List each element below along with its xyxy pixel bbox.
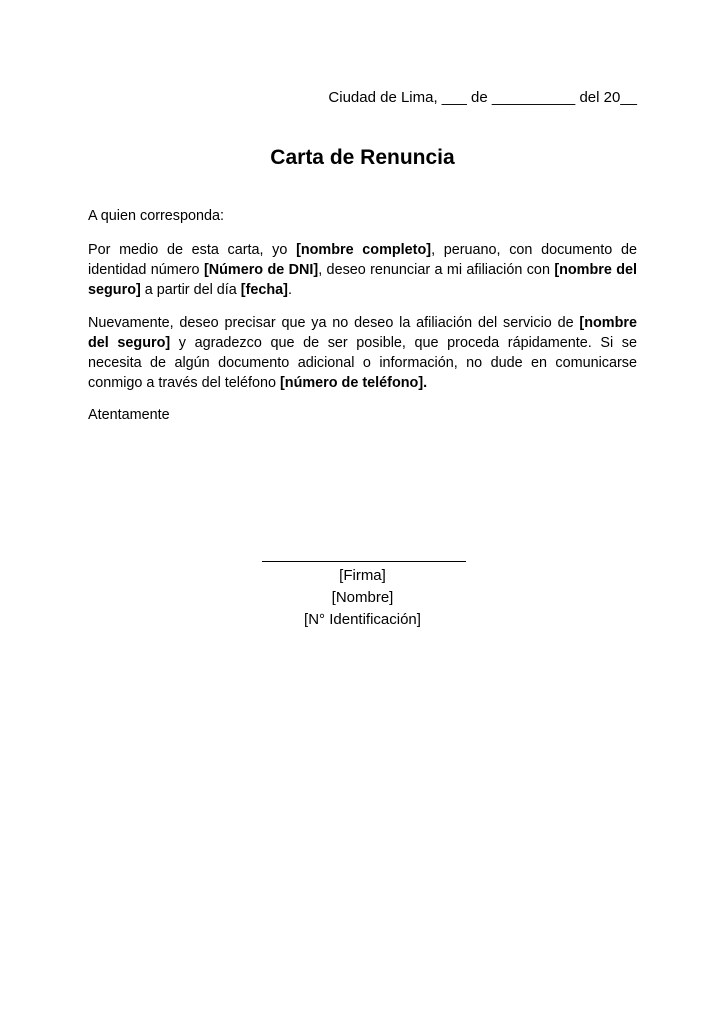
- signature-nombre: [Nombre]: [331, 589, 394, 606]
- signature-block: [0, 565, 725, 631]
- paragraph-1-text: , peruano, con documento de identidad número: [88, 242, 637, 278]
- paragraph-2: [88, 313, 637, 393]
- letter-title: Carta de Renuncia: [270, 146, 455, 169]
- placeholder-fecha: [fecha]: [240, 282, 288, 298]
- signature-identificacion: [N° Identificación]: [304, 611, 421, 628]
- paragraph-2-text: y agradezco que de ser posible, que proceda rápidamente. Si se necesita de algún documento adicional o información, no dude en comunicarse conmigo a través del teléfono: [88, 335, 637, 391]
- placeholder-nombre-completo: [nombre completo]: [296, 242, 432, 258]
- paragraph-1-text: a partir del día: [140, 282, 241, 298]
- closing: Atentamente: [88, 407, 170, 423]
- signature-firma: [Firma]: [339, 567, 386, 584]
- salutation: A quien corresponda:: [88, 208, 225, 224]
- signature-line: [262, 561, 466, 562]
- placeholder-nombre-seguro: [nombre del seguro]: [88, 315, 637, 351]
- date-line: Ciudad de Lima, ___ de __________ del 20__: [328, 89, 637, 106]
- paragraph-1-text: , deseo renunciar a mi afiliación con: [318, 262, 555, 278]
- paragraph-1-text: .: [287, 282, 292, 298]
- paragraph-2-text: Nuevamente, deseo precisar que ya no deseo la afiliación del servicio de: [88, 315, 580, 331]
- placeholder-numero-telefono: [número de teléfono].: [280, 375, 428, 391]
- signature-rule: [262, 561, 466, 562]
- paragraph-1: [88, 240, 637, 300]
- paragraph-1-text: Por medio de esta carta, yo: [88, 242, 297, 258]
- placeholder-numero-dni: [Número de DNI]: [203, 262, 319, 278]
- placeholder-nombre-seguro: [nombre del seguro]: [88, 262, 638, 298]
